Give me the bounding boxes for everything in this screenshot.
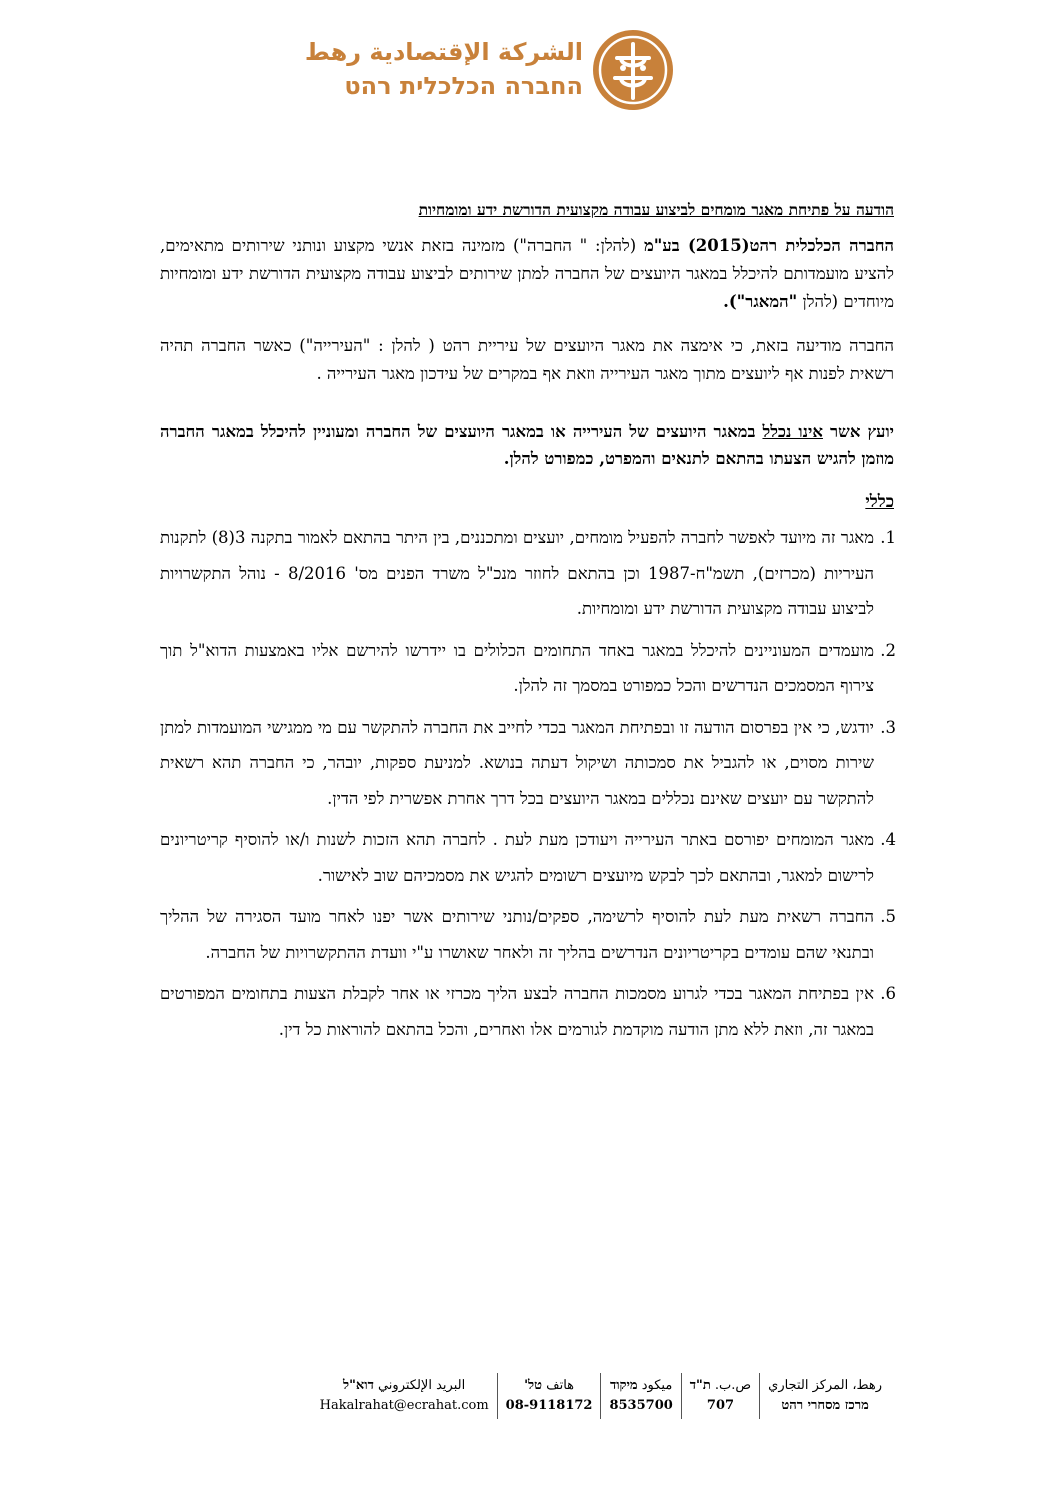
- footer-phone: [497, 1373, 601, 1419]
- list-item-text: החברה רשאית מעת לעת להוסיף לרשימה, ספקים/נותני שירותים אשר יפנו לאחר מועד הסגירה של ההליך ובתנאי שהם עומדים בקריטריונים הנדרשים בהליך זה ולאחר שאושרו ע"י וועדת ההתקשרויות של החברה.: [160, 907, 874, 962]
- list-item-text: מאגר המומחים יפורסם באתר העירייה ויעודכן מעת לעת . לחברה תהא הזכות לשנות ו/או להוסיף קריטריונים לרישום למאגר, ובהתאם לכך לבקש מיועצים רשומים להגיש את מסמכיהם שוב לאישור.: [160, 830, 874, 885]
- consultant-note-part1: יועץ אשר: [822, 422, 894, 441]
- document-body: [160, 200, 894, 1053]
- footer-zip-label-ar: ميكود: [641, 1378, 673, 1393]
- company-logo: [304, 28, 675, 112]
- footer-phone-value: 08-9118172: [505, 1398, 593, 1413]
- intro-company-name: החברה הכלכלית רהט(2015) בע"מ: [644, 236, 894, 255]
- footer-address-he: מרכז מסחרי רהט: [781, 1398, 869, 1413]
- logo-arabic-name: الشركة الإقتصادية رهط: [304, 38, 583, 66]
- footer-phone-label-he: טל': [524, 1378, 542, 1393]
- footer-contact-bar: [172, 1373, 890, 1419]
- list-item-text: מועמדים המעוניינים להיכלל במאגר באחד התחומים הכלולים בו יידרשו להירשם אליו באמצעות הדוא"ל תוך צירוף המסמכים הנדרשים והכל כמפורט במסמך זה להלן.: [160, 640, 874, 695]
- list-item-text: מאגר זה מיועד לאפשר לחברה להפעיל מומחים, יועצים ומתכננים, בין היתר בהתאם לאמור בתקנה 3(8) לתקנות העיריות (מכרזים), תשמ"ח-1987 וכן בהתאם לחוזר מנכ"ל משרד הפנים מס' 8/2016 - נוהל התקשרויות לביצוע עבודה מקצועית הדורשת ידע ומומחיות.: [160, 528, 874, 618]
- footer-zip-value: 8535700: [609, 1398, 673, 1413]
- intro-paragraph: [160, 232, 894, 316]
- consultant-note: [160, 418, 894, 472]
- list-item-number: 1.: [880, 528, 896, 547]
- company-emblem-icon: [591, 28, 675, 112]
- footer-email-value[interactable]: Hakalrahat@ecrahat.com: [319, 1398, 489, 1413]
- list-item-text: יודגש, כי אין בפרסום הודעה זו ובפתיחת המאגר בכדי לחייב את החברה להתקשר עם מי ממגישי המועמדות למתן שירות מסוים, או להגביל את סמכותה ושיקול דעתה בנושא. למניעת ספקות, יובהר, כי החברה תהא רשאית להתקשר עם יועצים שאינם נכללים במאגר היועצים בכל דרך אחרת אפשרית לפי הדין.: [160, 717, 874, 808]
- list-item: [160, 520, 894, 627]
- footer-zip: [600, 1373, 680, 1419]
- consultant-note-part2: במאגר היועצים של העירייה או במאגר היועצים של החברה ומעוניין להיכלל במאגר החברה מוזמן להגיש הצעתו בהתאם לתנאים והמפרט, כמפורט להלן.: [160, 422, 894, 468]
- intro-text: (להלן: " החברה") מזמינה בזאת אנשי מקצוע ונותני שירותים מתאימים, להציע מועמדותם להיכלל במאגר היועצים של החברה למתן שירותים לביצוע עבודה מקצועית הדורשת ידע ומומחיות מיוחדים (להלן: [160, 236, 894, 311]
- logo-hebrew-name: החברה הכלכלית רהט: [344, 72, 583, 100]
- list-item: [160, 899, 894, 970]
- footer-pobox-label-he: ת"ד: [689, 1378, 711, 1393]
- list-item: [160, 710, 894, 817]
- footer-address: [759, 1373, 890, 1419]
- footer-address-ar: رهط، المركز التجاري: [768, 1378, 882, 1393]
- list-item-number: 6.: [880, 984, 896, 1003]
- footer-pobox-value: 707: [706, 1398, 735, 1413]
- general-terms-list: [160, 520, 894, 1047]
- list-item: [160, 976, 894, 1047]
- list-item-number: 3.: [880, 717, 896, 737]
- footer-email-label-ar: البريد الإلكتروني: [377, 1378, 466, 1393]
- footer-email: [312, 1373, 497, 1419]
- intro-defined-term: "המאגר").: [723, 292, 798, 311]
- footer-zip-label-he: מיקוד: [609, 1378, 638, 1393]
- section-heading-general: כללי: [865, 492, 894, 512]
- footer-email-label-he: דוא"ל: [343, 1378, 374, 1393]
- list-item-number: 5.: [880, 907, 896, 926]
- footer-pobox-label-ar: ص.ب.: [714, 1378, 752, 1393]
- document-title: הודעה על פתיחת מאגר מומחים לביצוע עבודה מקצועית הדורשת ידע ומומחיות: [418, 200, 894, 219]
- footer-pobox: [681, 1373, 759, 1419]
- notice-paragraph: החברה מודיעה בזאת, כי אימצה את מאגר היועצים של עיריית רהט ( להלן : "העירייה") כאשר החברה תהיה רשאית לפנות אף ליועצים מתוך מאגר העירייה וזאת אף במקרים של עידכון מאגר העירייה .: [160, 336, 894, 383]
- list-item-number: 2.: [880, 640, 896, 660]
- list-item: [160, 822, 894, 893]
- footer-phone-label-ar: هاتف: [546, 1378, 575, 1393]
- list-item: [160, 633, 894, 704]
- consultant-note-underlined: אינו נכלל: [762, 422, 823, 441]
- list-item-number: 4.: [880, 830, 896, 849]
- list-item-text: אין בפתיחת המאגר בכדי לגרוע מסמכות החברה לבצע הליך מכרזי או אחר לקבלת הצעות בתחומים המפורטים במאגר זה, וזאת ללא מתן הודעה מוקדמת לגורמים אלו ואחרים, והכל בהתאם להוראות כל דין.: [160, 984, 874, 1039]
